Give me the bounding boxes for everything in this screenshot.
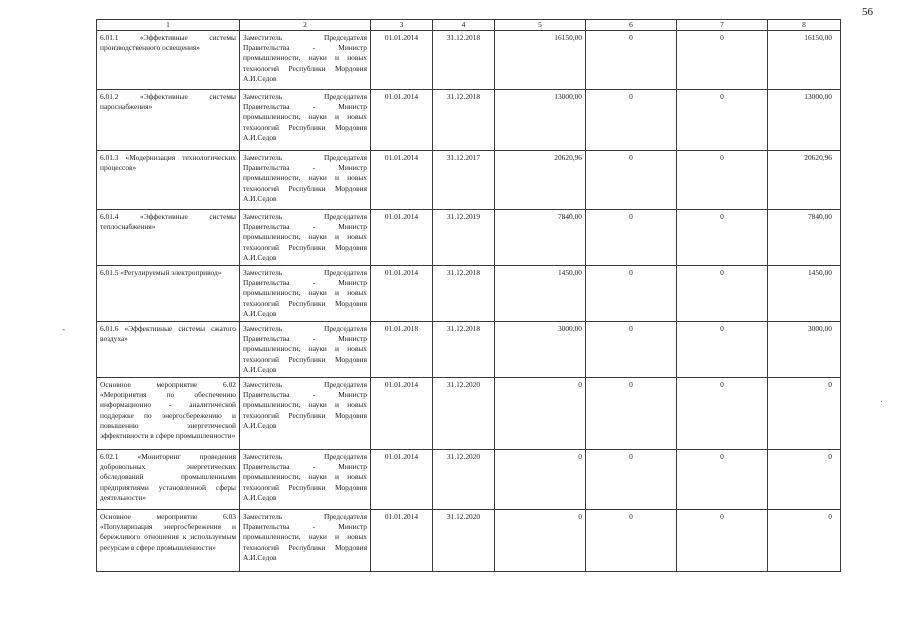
- start-date: 01.01.2014: [371, 378, 433, 450]
- responsible-executor: Заместитель Председателя Правительства - Министр промышленности, науки и новых технологий Республики Мордовия А.И.Седов: [240, 378, 371, 450]
- start-date: 01.01.2014: [371, 31, 433, 90]
- value-col8: 13000,00: [768, 90, 841, 151]
- end-date: 31.12.2017: [433, 151, 495, 210]
- responsible-executor: Заместитель Председателя Правительства - Министр промышленности, науки и новых технологий Республики Мордовия А.И.Седов: [240, 151, 371, 210]
- value-col5: 16150,00: [495, 31, 586, 90]
- header-row: [97, 20, 841, 31]
- table-row: [97, 90, 841, 151]
- value-col5: 0: [495, 378, 586, 450]
- activity-name: 6.01.1 «Эффективные системы производственного освещения»: [97, 31, 240, 90]
- value-col7: 0: [677, 90, 768, 151]
- value-col5: 13000,00: [495, 90, 586, 151]
- value-col7: 0: [677, 210, 768, 266]
- table-row: [97, 210, 841, 266]
- activity-name: 6.01.3 «Модернизация технологических процессов»: [97, 151, 240, 210]
- value-col6: 0: [586, 31, 677, 90]
- table-row: [97, 151, 841, 210]
- start-date: 01.01.2014: [371, 266, 433, 322]
- activity-name: Основное мероприятие 6.02 «Мероприятия по обеспечению информационно - аналитической поддержке по энергосбережению и повышению энергетической эффективности в сфере промышленности»: [97, 378, 240, 450]
- column-header: 3: [371, 20, 433, 31]
- value-col7: 0: [677, 322, 768, 378]
- value-col8: 16150,00: [768, 31, 841, 90]
- activity-name: 6.01.5 «Регулируемый электропривод»: [97, 266, 240, 322]
- activity-name: 6.02.1 «Мониторинг проведения добровольных энергетических обследований промышленными предприятиями установленной сферы деятельности»: [97, 450, 240, 510]
- value-col8: 3000,00: [768, 322, 841, 378]
- end-date: 31.12.2020: [433, 510, 495, 572]
- column-header: 7: [677, 20, 768, 31]
- responsible-executor: Заместитель Председателя Правительства - Министр промышленности, науки и новых технологий Республики Мордовия А.И.Седов: [240, 322, 371, 378]
- column-header: 2: [240, 20, 371, 31]
- table-row: [97, 450, 841, 510]
- column-header: 5: [495, 20, 586, 31]
- responsible-executor: Заместитель Председателя Правительства - Министр промышленности, науки и новых технологий Республики Мордовия А.И.Седов: [240, 31, 371, 90]
- table-row: [97, 31, 841, 90]
- value-col6: 0: [586, 90, 677, 151]
- end-date: 31.12.2018: [433, 322, 495, 378]
- responsible-executor: Заместитель Председателя Правительства - Министр промышленности, науки и новых технологий Республики Мордовия А.И.Седов: [240, 90, 371, 151]
- start-date: 01.01.2014: [371, 90, 433, 151]
- start-date: 01.01.2018: [371, 322, 433, 378]
- activity-name: 6.01.6 «Эффективные системы сжатого воздуха»: [97, 322, 240, 378]
- responsible-executor: Заместитель Председателя Правительства - Министр промышленности, науки и новых технологий Республики Мордовия А.И.Седов: [240, 266, 371, 322]
- value-col5: 0: [495, 450, 586, 510]
- start-date: 01.01.2014: [371, 510, 433, 572]
- end-date: 31.12.2020: [433, 378, 495, 450]
- table-row: [97, 510, 841, 572]
- activity-name: 6.01.4 «Эффективные системы теплоснабжения»: [97, 210, 240, 266]
- end-date: 31.12.2018: [433, 31, 495, 90]
- responsible-executor: Заместитель Председателя Правительства - Министр промышленности, науки и новых технологий Республики Мордовия А.И.Седов: [240, 510, 371, 572]
- table-row: [97, 322, 841, 378]
- value-col7: 0: [677, 151, 768, 210]
- table-row: [97, 378, 841, 450]
- value-col7: 0: [677, 378, 768, 450]
- value-col8: 1450,00: [768, 266, 841, 322]
- start-date: 01.01.2014: [371, 450, 433, 510]
- value-col7: 0: [677, 510, 768, 572]
- responsible-executor: Заместитель Председателя Правительства - Министр промышленности, науки и новых технологий Республики Мордовия А.И.Седов: [240, 210, 371, 266]
- column-header: 6: [586, 20, 677, 31]
- value-col6: 0: [586, 378, 677, 450]
- activity-name: Основное мероприятие 6.03 «Популяризация энергосбережения и бережливого отношения к используемым ресурсам в сфере промышленности»: [97, 510, 240, 572]
- page-number: 56: [862, 6, 873, 18]
- value-col8: 7840,00: [768, 210, 841, 266]
- value-col8: 0: [768, 450, 841, 510]
- activity-name: 6.01.2 «Эффективные системы пароснабжения»: [97, 90, 240, 151]
- scan-mark: .: [880, 395, 883, 405]
- end-date: 31.12.2019: [433, 210, 495, 266]
- value-col7: 0: [677, 266, 768, 322]
- responsible-executor: Заместитель Председателя Правительства - Министр промышленности, науки и новых технологий Республики Мордовия А.И.Седов: [240, 450, 371, 510]
- value-col6: 0: [586, 510, 677, 572]
- start-date: 01.01.2014: [371, 210, 433, 266]
- value-col6: 0: [586, 210, 677, 266]
- scan-mark: -: [62, 325, 66, 335]
- value-col8: 0: [768, 378, 841, 450]
- value-col6: 0: [586, 450, 677, 510]
- value-col6: 0: [586, 151, 677, 210]
- column-header: 8: [768, 20, 841, 31]
- table-row: [97, 266, 841, 322]
- value-col8: 0: [768, 510, 841, 572]
- column-header: 4: [433, 20, 495, 31]
- value-col5: 3000,00: [495, 322, 586, 378]
- value-col5: 7840,00: [495, 210, 586, 266]
- value-col7: 0: [677, 31, 768, 90]
- value-col6: 0: [586, 322, 677, 378]
- program-table: [96, 19, 841, 572]
- value-col5: 20620,96: [495, 151, 586, 210]
- value-col5: 1450,00: [495, 266, 586, 322]
- end-date: 31.12.2020: [433, 450, 495, 510]
- start-date: 01.01.2014: [371, 151, 433, 210]
- value-col6: 0: [586, 266, 677, 322]
- value-col5: 0: [495, 510, 586, 572]
- value-col7: 0: [677, 450, 768, 510]
- column-header: 1: [97, 20, 240, 31]
- end-date: 31.12.2018: [433, 266, 495, 322]
- end-date: 31.12.2018: [433, 90, 495, 151]
- value-col8: 20620,96: [768, 151, 841, 210]
